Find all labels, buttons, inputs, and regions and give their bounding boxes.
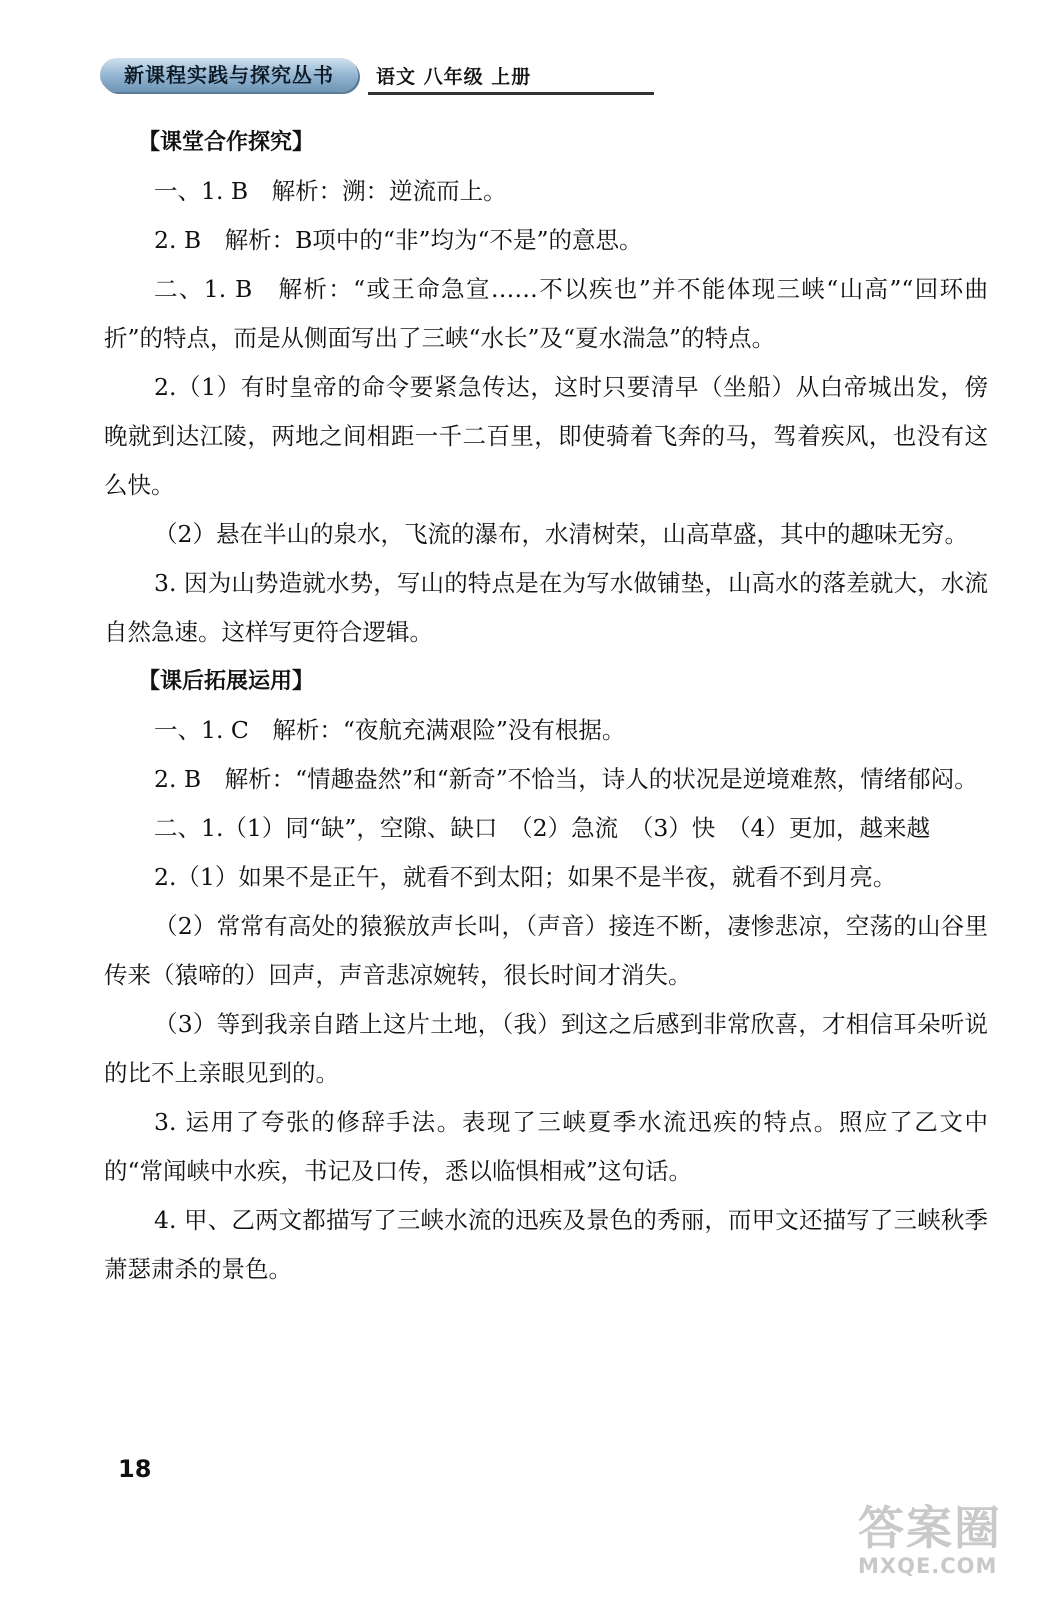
answer-paragraph: 4. 甲、乙两文都描写了三峡水流的迅疾及景色的秀丽，而甲文还描写了三峡秋季萧瑟肃杀的景色。: [104, 1206, 988, 1283]
answer-paragraph: 二、1.（1）同“缺”，空隙、缺口 （2）急流 （3）快 （4）更加，越来越: [154, 814, 931, 842]
answer-paragraph: 2.（1）如果不是正午，就看不到太阳；如果不是半夜，就看不到月亮。: [154, 863, 897, 891]
subject-label: 语文 八年级 上册: [376, 66, 532, 88]
answer-content: [104, 118, 988, 1294]
answer-paragraph: 一、1. B 解析：溯：逆流而上。: [154, 177, 507, 205]
watermark: [858, 1502, 1018, 1592]
page-number: 18: [118, 1455, 152, 1483]
series-title-badge: 新课程实践与探究丛书: [100, 58, 358, 92]
answer-paragraph: （2）常常有高处的猿猴放声长叫，（声音）接连不断，凄惨悲凉，空荡的山谷里传来（猿啼的）回声，声音悲凉婉转，很长时间才消失。: [104, 912, 988, 989]
answer-paragraph: 2. B 解析：B项中的“非”均为“不是”的意思。: [154, 226, 643, 254]
answer-paragraph: 2.（1）有时皇帝的命令要紧急传达，这时只要清早（坐船）从白帝城出发，傍晚就到达江陵，两地之间相距一千二百里，即使骑着飞奔的马，驾着疾风，也没有这么快。: [104, 373, 988, 499]
section-title-classroom: 【课堂合作探究】: [138, 130, 315, 155]
section-title-after-class: 【课后拓展运用】: [138, 669, 315, 694]
watermark-url: MXQE.COM: [858, 1554, 998, 1578]
answer-paragraph: （3）等到我亲自踏上这片土地，（我）到这之后感到非常欣喜，才相信耳朵听说的比不上亲眼见到的。: [104, 1010, 988, 1087]
answer-paragraph: 3. 因为山势造就水势，写山的特点是在为写水做铺垫，山高水的落差就大，水流自然急速。这样写更符合逻辑。: [104, 569, 988, 646]
answer-paragraph: 3. 运用了夸张的修辞手法。表现了三峡夏季水流迅疾的特点。照应了乙文中的“常闻峡中水疾，书记及口传，悉以临惧相戒”这句话。: [104, 1108, 988, 1185]
answer-paragraph: （2）悬在半山的泉水，飞流的瀑布，水清树荣，山高草盛，其中的趣味无穷。: [154, 520, 968, 548]
answer-paragraph: 2. B 解析：“情趣盎然”和“新奇”不恰当，诗人的状况是逆境难熬，情绪郁闷。: [154, 765, 978, 793]
answer-paragraph: 二、1. B 解析：“或王命急宣……不以疾也”并不能体现三峡“山高”“回环曲折”的特点，而是从侧面写出了三峡“水长”及“夏水湍急”的特点。: [104, 275, 988, 352]
answer-paragraph: 一、1. C 解析：“夜航充满艰险”没有根据。: [154, 716, 626, 744]
page-header: [100, 58, 560, 98]
watermark-logo-text: 答案圈: [858, 1501, 1002, 1555]
header-divider: [368, 92, 654, 95]
